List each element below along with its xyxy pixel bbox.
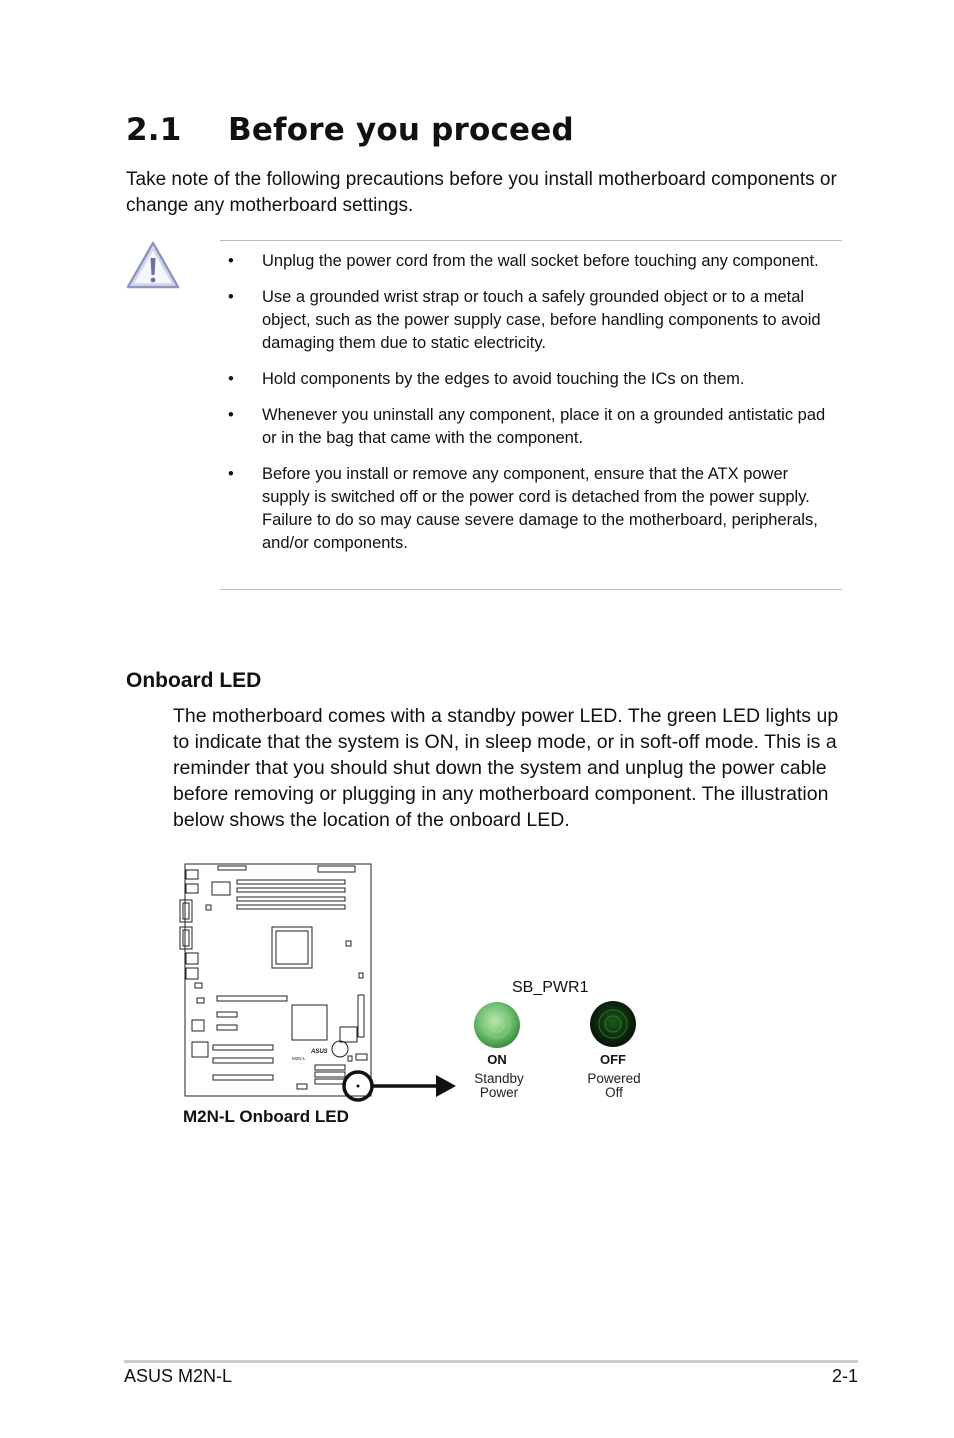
heading-number: 2.1 [126,112,182,148]
led-location-dot [357,1085,360,1088]
footer-product: ASUS M2N-L [124,1366,233,1386]
pointer-arrow-head [436,1075,456,1097]
precautions-list [220,250,840,568]
section-heading [126,112,574,148]
led-off-state: OFF [600,1052,626,1067]
board-model-label: M2N-L [292,1056,306,1061]
warning-triangle-icon [126,239,181,291]
note-text: Whenever you uninstall any component, place it on a grounded antistatic pad or in the bag that came with the component. [262,406,826,447]
led-off-line1: Powered [587,1071,641,1086]
motherboard-layout [180,864,371,1096]
note-text: Hold components by the edges to avoid touching the ICs on them. [262,370,745,388]
bullet: • [228,406,234,424]
board-brand: ASUS [311,1049,328,1055]
list-item [220,250,840,273]
led-off-icon [590,1001,636,1047]
footer-page-number: 2-1 [831,1366,858,1386]
footer-rule [124,1360,858,1363]
led-name-label: SB_PWR1 [512,979,589,996]
intro-paragraph: Take note of the following precautions before you install motherboard components or change any motherboard settings. [126,169,837,216]
note-text: Use a grounded wrist strap or touch a safely grounded object or to a metal object, such as the power supply case, before handling components to avoid damaging them due to static electricity. [262,288,821,352]
onboard-led-description: The motherboard comes with a standby power LED. The green LED lights up to indicate that the system is ON, in sleep mode, or in soft-off mode. This is a reminder that you should shut down the system and unplug the power cable before removing or plugging in any motherboard component. The illustration below shows the location of the onboard LED. [173,705,839,831]
led-on-line2: Power [479,1085,519,1100]
figure-caption: M2N-L Onboard LED [183,1107,349,1126]
bullet: • [228,288,234,306]
led-off-line2: Off [605,1085,623,1100]
bullet: • [228,370,234,388]
heading-title: Before you proceed [228,112,574,148]
bullet: • [228,252,234,270]
note-text: Unplug the power cord from the wall socket before touching any component. [262,252,819,270]
onboard-led-figure [170,855,670,1145]
led-on-line1: Standby [474,1071,524,1086]
notes-top-rule [220,240,842,241]
list-item [220,286,840,355]
led-on-icon [474,1002,520,1048]
led-on-state: ON [487,1052,507,1067]
list-item [220,368,840,391]
list-item [220,404,840,450]
notes-bottom-rule [220,589,842,590]
note-text: Before you install or remove any component, ensure that the ATX power supply is switched off or the power cord is detached from the power supply. Failure to do so may cause severe damage to the motherboard, peripherals, and/or components. [262,465,818,552]
subsection-title: Onboard LED [126,669,262,692]
bullet: • [228,465,234,483]
list-item [220,463,840,555]
